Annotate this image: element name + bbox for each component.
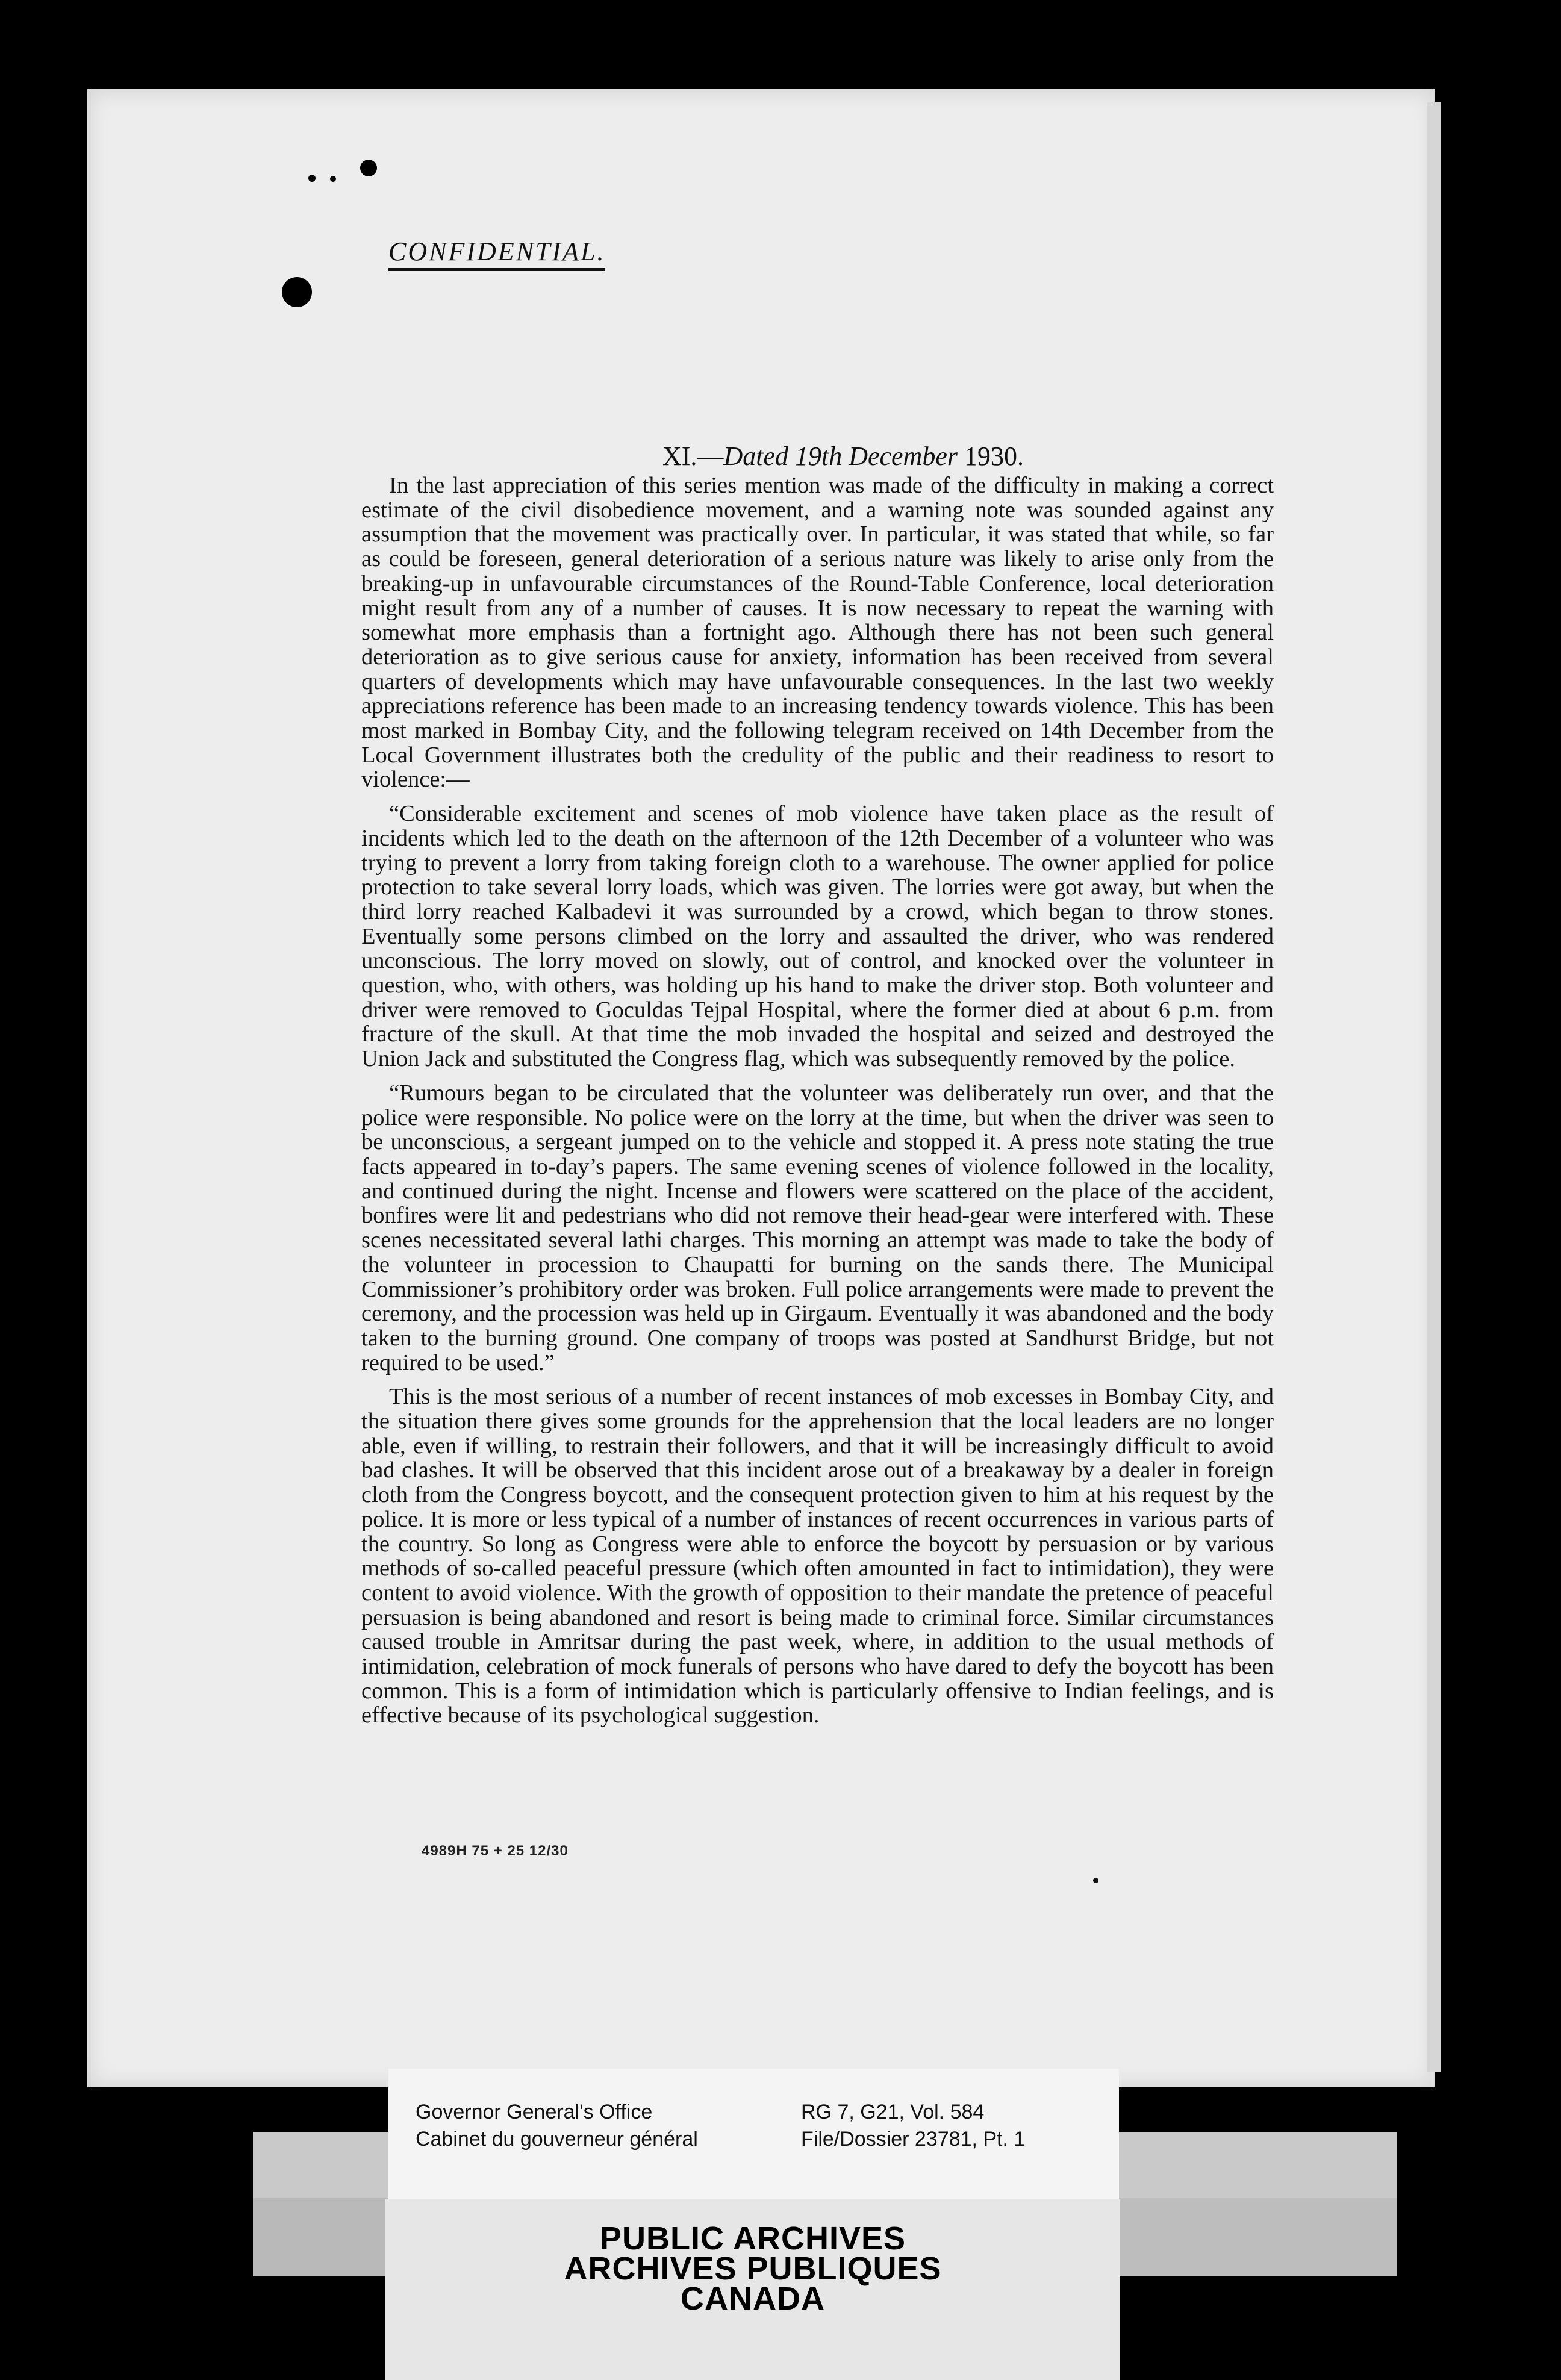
- classification-heading: CONFIDENTIAL.: [388, 236, 605, 271]
- stamp-line-3: CANADA: [681, 2281, 825, 2317]
- punch-hole-left: [282, 277, 312, 307]
- memo-date: Dated 19th December: [723, 441, 958, 471]
- archive-label: [388, 2069, 1119, 2204]
- archive-stamp: [385, 2199, 1120, 2380]
- punch-hole-top: [360, 160, 377, 176]
- memo-year: 1930.: [957, 441, 1024, 471]
- archive-reference: RG 7, G21, Vol. 584: [801, 2101, 985, 2123]
- memo-number: XI.—: [662, 441, 724, 471]
- office-french: Cabinet du gouverneur général: [416, 2128, 698, 2151]
- document-body: [361, 473, 1274, 1737]
- ink-dot: [1093, 1878, 1098, 1883]
- paragraph-2: “Considerable excitement and scenes of mob violence have taken place as the result of incidents which led to the death on the afternoon of the 12th December of a volunteer who was trying to prevent a lorry from taking foreign cloth to a warehouse. The owner applied for police protection to take several lorry loads, which was given. The lorries were got away, but when the third lorry reached Kalbadevi it was surrounded by a crowd, which began to throw stones. Eventually some persons climbed on the lorry and assaulted the driver, who was rendered unconscious. The lorry moved on slowly, out of control, and knocked over the volunteer in question, who, with others, was holding up his hand to make the driver stop. Both volunteer and driver were removed to Goculdas Tejpal Hospital, where the former died at about 6 p.m. from fracture of the skull. At that time the mob invaded the hospital and seized and destroyed the Union Jack and substituted the Congress flag, which was subsequently removed by the police.: [361, 801, 1274, 1072]
- page-edge: [1427, 102, 1441, 2072]
- office-english: Governor General's Office: [416, 2101, 653, 2123]
- print-code: 4989H 75 + 25 12/30: [422, 1843, 569, 1859]
- memo-heading: [662, 441, 1024, 472]
- paragraph-1: In the last appreciation of this series mention was made of the difficulty in making a correct estimate of the civil disobedience movement, and a warning note was sounded against any assumption that the movement was practically over. In particular, it was stated that while, so far as could be foreseen, general deterioration of a serious nature was likely to arise only from the breaking-up in unfavourable circumstances of the Round-Table Conference, local deterioration might result from any of a number of causes. It is now necessary to repeat the warning with somewhat more emphasis than a fortnight ago. Although there has not been such general deterioration as to give serious cause for anxiety, information has been received from several quarters of developments which may have unfavourable consequences. In the last two weekly appreciations reference has been made to an increasing tendency towards violence. This has been most marked in Bombay City, and the following telegram received on 14th December from the Local Government illustrates both the credulity of the public and their readiness to resort to violence:—: [361, 473, 1274, 793]
- stamp-line-2: ARCHIVES PUBLIQUES: [564, 2251, 942, 2287]
- paragraph-4: This is the most serious of a number of recent instances of mob excesses in Bombay City, and the situation there gives some grounds for the apprehension that the local leaders are no longer able, even if willing, to restrain their followers, and that it will be increasingly difficult to avoid bad clashes. It will be observed that this incident arose out of a breakaway by a dealer in foreign cloth from the Congress boycott, and the consequent protection given to him at his request by the police. It is more or less typical of a number of instances of recent occurrences in various parts of the country. So long as Congress were able to enforce the boycott by persuasion or by various methods of so-called peaceful pressure (which often amounted in fact to intimidation), they were content to avoid violence. With the growth of opposition to their mandate the pretence of peaceful persuasion is being abandoned and resort is being made to criminal force. Similar circumstances caused trouble in Amritsar during the past week, where, in addition to the usual methods of intimidation, celebration of mock funerals of persons who have dared to defy the boycott has been common. This is a form of intimidation which is particularly offensive to Indian feelings, and is effective because of its psychological suggestion.: [361, 1384, 1274, 1728]
- archive-file: File/Dossier 23781, Pt. 1: [801, 2128, 1026, 2151]
- punch-hole-top-small: [308, 175, 316, 182]
- paragraph-3: “Rumours began to be circulated that the volunteer was deliberately run over, and that the police were responsible. No police were on the lorry at the time, but when the driver was seen to be unconscious, a sergeant jumped on to the vehicle and stopped it. A press note stating the true facts appeared in to-day’s papers. The same evening scenes of violence followed in the locality, and continued during the night. Incense and flowers were scattered on the place of the accident, bonfires were lit and pedestrians who did not remove their head-gear were interfered with. These scenes necessitated several lathi charges. This morning an attempt was made to take the body of the volunteer in procession to Chaupatti for burning on the sands there. The Municipal Commissioner’s prohibitory order was broken. Full police arrangements were made to prevent the ceremony, and the procession was held up in Girgaum. Eventually it was abandoned and the body taken to the burning ground. One company of troops was posted at Sandhurst Bridge, but not required to be used.”: [361, 1080, 1274, 1375]
- stamp-line-1: PUBLIC ARCHIVES: [599, 2220, 906, 2257]
- punch-hole-top-small-2: [330, 176, 336, 182]
